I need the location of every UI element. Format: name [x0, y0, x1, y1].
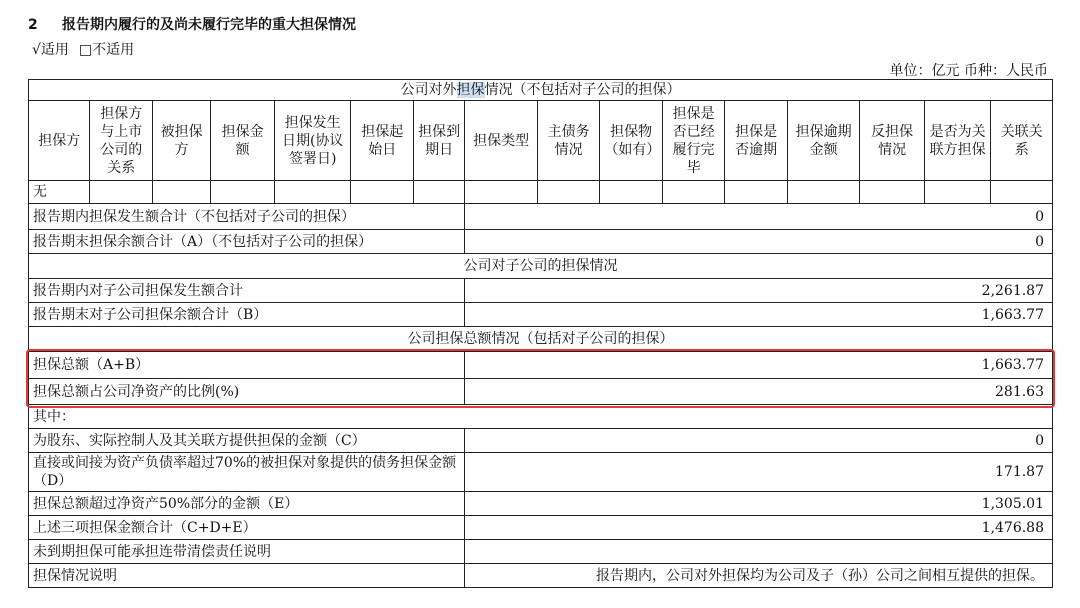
table-row	[29, 516, 1053, 540]
table-row	[29, 379, 1053, 405]
total-occurred-value: 0	[465, 204, 1053, 230]
sum-value: 1,476.88	[465, 516, 1053, 540]
c-value: 0	[465, 429, 1053, 453]
explanation-value: 报告期内，公司对外担保均为公司及子（孙）公司之间相互提供的担保。	[465, 564, 1053, 588]
col-header-relation: 担保方与上市公司的关系	[90, 101, 152, 181]
table-row	[29, 453, 1053, 492]
total-ratio-label: 担保总额占公司净资产的比例(%)	[29, 379, 465, 405]
unit-currency-line: 单位：亿元 币种：人民币	[889, 63, 1048, 79]
col-header-overdue-amount: 担保逾期金额	[787, 101, 860, 181]
total-occurred-label: 报告期内担保发生额合计（不包括对子公司的担保）	[29, 204, 465, 230]
col-header-amount: 担保金额	[211, 101, 274, 181]
col-header-date: 担保发生日期(协议签署日)	[274, 101, 351, 181]
not-applicable-option: □不适用	[78, 42, 135, 58]
total-ratio-value: 281.63	[465, 379, 1053, 405]
e-label: 担保总额超过净资产50%部分的金额（E）	[29, 492, 465, 516]
col-header-end-date: 担保到期日	[413, 101, 464, 181]
total-amount-value: 1,663.77	[465, 352, 1053, 379]
col-header-counter-guarantee: 反担保情况	[860, 101, 925, 181]
subsidiary-balance-label: 报告期末对子公司担保余额合计（B）	[29, 303, 465, 327]
of-which-label: 其中：	[29, 405, 1053, 429]
table-row	[29, 279, 1053, 303]
table-row	[29, 230, 1053, 254]
c-label: 为股东、实际控制人及其关联方提供担保的金额（C）	[29, 429, 465, 453]
col-header-main-debt: 主债务情况	[537, 101, 599, 181]
col-header-type: 担保类型	[465, 101, 538, 181]
section-title-text: 报告期内履行的及尚未履行完毕的重大担保情况	[62, 17, 356, 33]
subsidiary-guarantee-title: 公司对子公司的担保情况	[29, 254, 1053, 279]
col-header-overdue: 担保是否逾期	[725, 101, 787, 181]
col-header-related-party: 是否为关联方担保	[924, 101, 991, 181]
e-value: 1,305.01	[465, 492, 1053, 516]
table-row	[29, 540, 1053, 564]
col-header-relationship: 关联关系	[991, 101, 1053, 181]
col-header-collateral: 担保物（如有）	[600, 101, 662, 181]
external-title-highlight: 担保	[456, 82, 485, 98]
col-header-guarantor: 担保方	[29, 101, 90, 181]
subsidiary-occurred-value: 2,261.87	[465, 279, 1053, 303]
table-row	[29, 352, 1053, 379]
table-row	[29, 303, 1053, 327]
explanation-label: 担保情况说明	[29, 564, 465, 588]
d-value: 171.87	[465, 453, 1053, 492]
guarantee-table	[28, 79, 1053, 588]
col-header-start-date: 担保起始日	[351, 101, 413, 181]
col-header-fulfilled: 担保是否已经履行完毕	[662, 101, 724, 181]
section-title	[28, 14, 356, 34]
total-amount-label: 担保总额（A+B）	[29, 352, 465, 379]
section-number: 2	[28, 17, 38, 33]
d-label: 直接或间接为资产负债率超过70%的被担保对象提供的债务担保金额（D）	[29, 453, 465, 492]
first-row-value: 无	[29, 181, 90, 204]
external-title-suffix: 情况（不包括对子公司的担保）	[484, 82, 681, 98]
applicable-option: √适用	[32, 42, 69, 58]
subsidiary-occurred-label: 报告期内对子公司担保发生额合计	[29, 279, 465, 303]
joint-liability-label: 未到期担保可能承担连带清偿责任说明	[29, 540, 465, 564]
total-guarantee-title: 公司担保总额情况（包括对子公司的担保）	[29, 327, 1053, 352]
external-guarantee-title	[29, 80, 1053, 101]
sum-label: 上述三项担保金额合计（C+D+E）	[29, 516, 465, 540]
table-row	[29, 429, 1053, 453]
applicability-line	[32, 39, 134, 59]
external-title-prefix: 公司对外	[400, 82, 457, 98]
total-balance-value: 0	[465, 230, 1053, 254]
column-header-row	[29, 101, 1053, 181]
table-row	[29, 181, 1053, 204]
subsidiary-balance-value: 1,663.77	[465, 303, 1053, 327]
table-row	[29, 492, 1053, 516]
table-row	[29, 564, 1053, 588]
joint-liability-value	[465, 540, 1053, 564]
total-balance-label: 报告期末担保余额合计（A）（不包括对子公司的担保）	[29, 230, 465, 254]
col-header-guaranteed-party: 被担保方	[152, 101, 210, 181]
table-row	[29, 204, 1053, 230]
